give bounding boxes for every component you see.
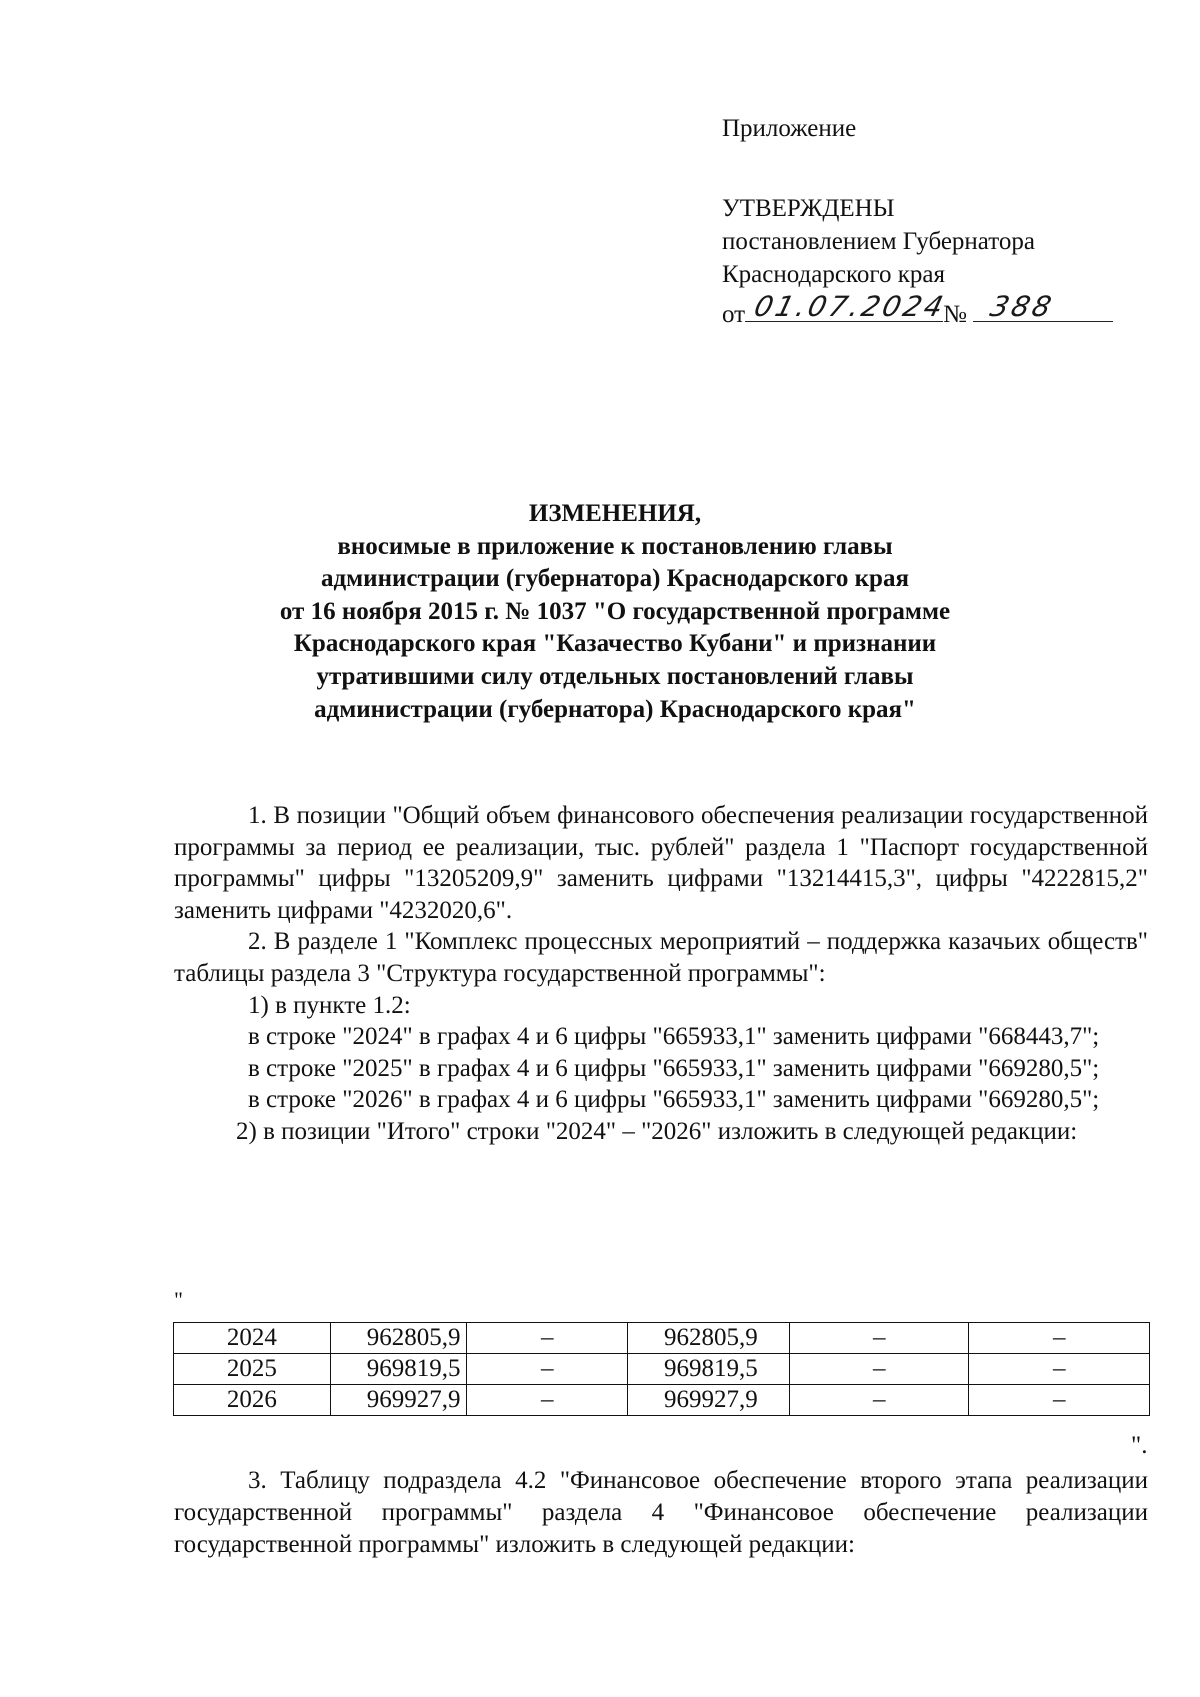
number-field [973, 291, 1113, 322]
table-cell: 969819,5 [628, 1354, 790, 1385]
quote-open-mark: " [174, 1287, 183, 1312]
table-cell: – [789, 1385, 969, 1416]
region-label: Краснодарского края [722, 261, 945, 288]
table-cell: 969819,5 [330, 1354, 467, 1385]
table-cell: – [789, 1354, 969, 1385]
table-cell: – [969, 1354, 1150, 1385]
appendix-label: Приложение [722, 115, 857, 142]
paragraph-row-2024: в строке "2024" в графах 4 и 6 цифры "665933,1" заменить цифрами "668443,7"; [248, 1023, 1100, 1051]
table-cell: 962805,9 [628, 1323, 790, 1354]
financing-table [173, 1322, 1150, 1416]
from-label: от [722, 301, 746, 328]
date-number-line [722, 291, 1113, 331]
title-line: вносимые в приложение к постановлению главы [337, 532, 893, 560]
paragraph-3: 3. Таблицу подраздела 4.2 "Финансовое обеспечение второго этапа реализации государственной программы" раздела 4 "Финансовое обеспечение реализации государственной программы" изложить в следующей редакции: [174, 1467, 1148, 1558]
paragraph-2: 2. В разделе 1 "Комплекс процессных мероприятий – поддержка казачьих обществ" таблицы раздела 3 "Структура государственной программы": [174, 928, 1148, 987]
table-cell: 2026 [174, 1385, 331, 1416]
table-cell: – [789, 1323, 969, 1354]
table-cell: 969927,9 [330, 1385, 467, 1416]
table-cell: – [467, 1385, 628, 1416]
title-line: администрации (губернатора) Краснодарского края" [314, 695, 916, 723]
quote-close-mark: ". [1131, 1432, 1148, 1459]
title-line: утратившими силу отдельных постановлений главы [316, 662, 914, 690]
table-row [174, 1323, 1150, 1354]
paragraph-row-2026: в строке "2026" в графах 4 и 6 цифры "665933,1" заменить цифрами "669280,5"; [248, 1086, 1100, 1114]
title-heading: ИЗМЕНЕНИЯ, [528, 500, 702, 527]
body-section-1 [174, 800, 1148, 1148]
resolution-label: постановлением Губернатора [722, 228, 1035, 255]
document-title [180, 498, 1050, 726]
table-row [174, 1354, 1150, 1385]
table-cell: – [467, 1323, 628, 1354]
table-row [174, 1385, 1150, 1416]
paragraph-subitem-2: 2) в позиции "Итого" строки "2024" – "2026" изложить в следующей редакции: [236, 1117, 1078, 1145]
paragraph-1: 1. В позиции "Общий объем финансового обеспечения реализации государственной программы за период ее реализации, тыс. рублей" раздела 1 "Паспорт государственной программы" цифры "13205209,9" заменить цифрами "13214415,3", цифры "4222815,2" заменить цифрами "4232020,6". [174, 802, 1148, 924]
title-line: администрации (губернатора) Краснодарского края [321, 565, 909, 593]
table-cell: – [969, 1323, 1150, 1354]
approval-block [722, 112, 1113, 331]
paragraph-subitem-1: 1) в пункте 1.2: [248, 991, 411, 1019]
approved-label: УТВЕРЖДЕНЫ [722, 195, 895, 222]
paragraph-row-2025: в строке "2025" в графах 4 и 6 цифры "665933,1" заменить цифрами "669280,5"; [248, 1054, 1100, 1082]
number-label: № [943, 301, 967, 328]
date-field [745, 290, 950, 323]
table-cell: 2024 [174, 1323, 331, 1354]
table-cell: 962805,9 [330, 1323, 467, 1354]
title-line: Краснодарского края "Казачество Кубани" и признании [293, 630, 937, 658]
table-cell: – [467, 1354, 628, 1385]
handwritten-date: 01.07.2024 [750, 290, 950, 323]
handwritten-number: 388 [987, 290, 1058, 323]
title-line: от 16 ноября 2015 г. № 1037 "О государственной программе [279, 597, 951, 625]
table-cell: 2025 [174, 1354, 331, 1385]
table-cell: 969927,9 [628, 1385, 790, 1416]
body-section-2 [174, 1465, 1148, 1561]
table-cell: – [969, 1385, 1150, 1416]
